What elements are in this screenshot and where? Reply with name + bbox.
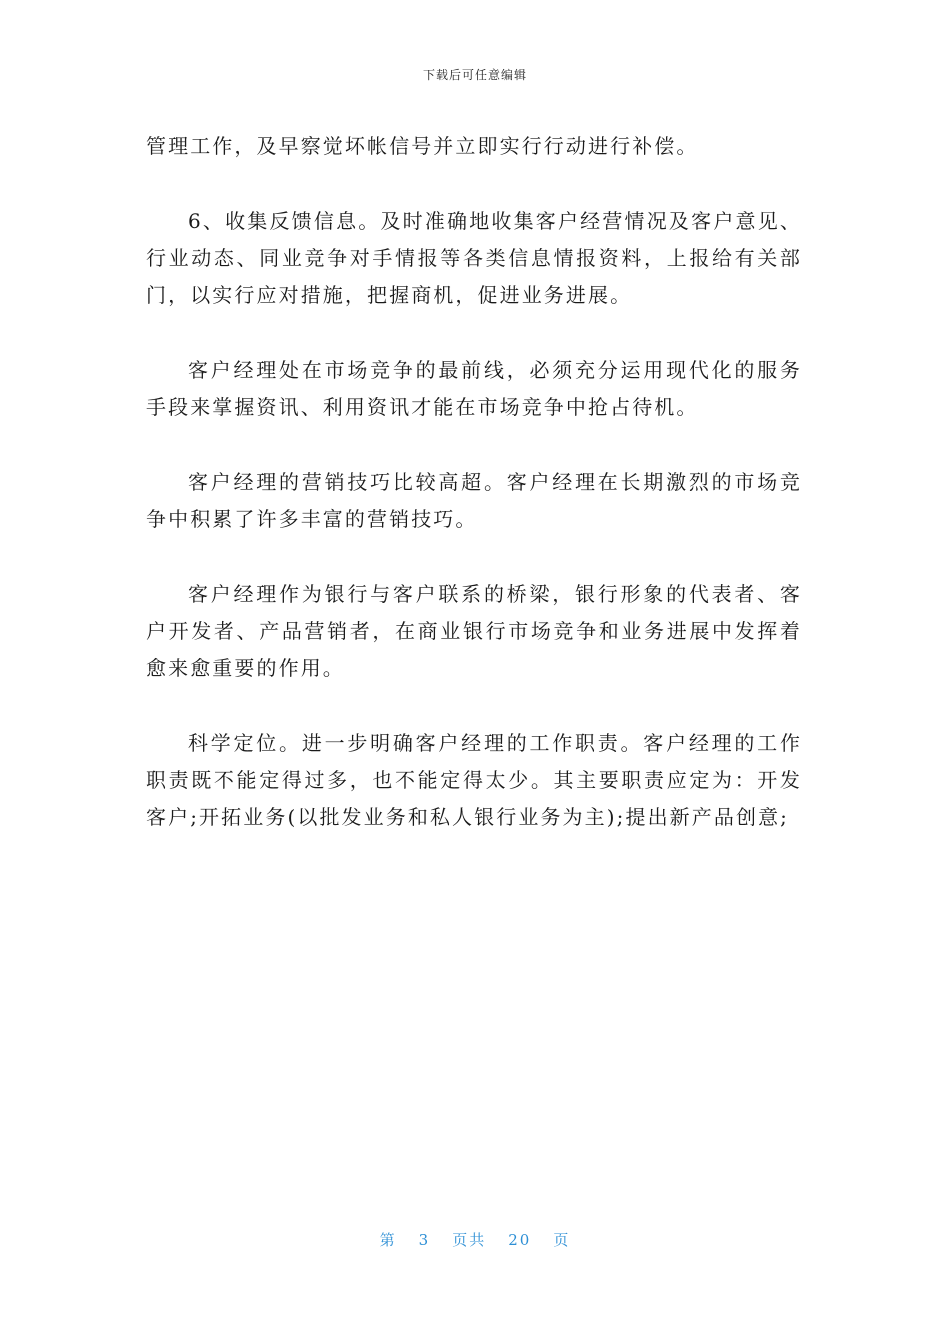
page-footer: [0, 1229, 950, 1250]
footer-suffix: 页: [553, 1231, 571, 1249]
footer-current-page: 3: [418, 1231, 431, 1249]
paragraph-6: 科学定位。进一步明确客户经理的工作职责。客户经理的工作职责既不能定得过多，也不能定得太少。其主要职责应定为：开发客户;开拓业务(以批发业务和私人银行业务为主);提出新产品创意;: [146, 730, 802, 830]
footer-prefix: 第: [379, 1231, 397, 1249]
paragraph-3: 客户经理处在市场竞争的最前线，必须充分运用现代化的服务手段来掌握资讯、利用资讯才能在市场竞争中抢占待机。: [146, 357, 802, 420]
paragraph-5: 客户经理作为银行与客户联系的桥梁，银行形象的代表者、客户开发者、产品营销者，在商业银行市场竞争和业务进展中发挥着愈来愈重要的作用。: [146, 581, 802, 681]
paragraph-1: 管理工作，及早察觉坏帐信号并立即实行行动进行补偿。: [146, 134, 699, 158]
paragraph-2: 6、收集反馈信息。及时准确地收集客户经营情况及客户意见、行业动态、同业竞争对手情报等各类信息情报资料，上报给有关部门，以实行应对措施，把握商机，促进业务进展。: [146, 208, 802, 308]
footer-middle: 页共: [452, 1231, 487, 1249]
paragraph-4: 客户经理的营销技巧比较高超。客户经理在长期激烈的市场竞争中积累了许多丰富的营销技巧。: [146, 469, 802, 531]
footer-total-pages: 20: [508, 1231, 532, 1249]
document-body: [146, 128, 802, 837]
page-header: 下载后可任意编辑: [422, 68, 527, 82]
